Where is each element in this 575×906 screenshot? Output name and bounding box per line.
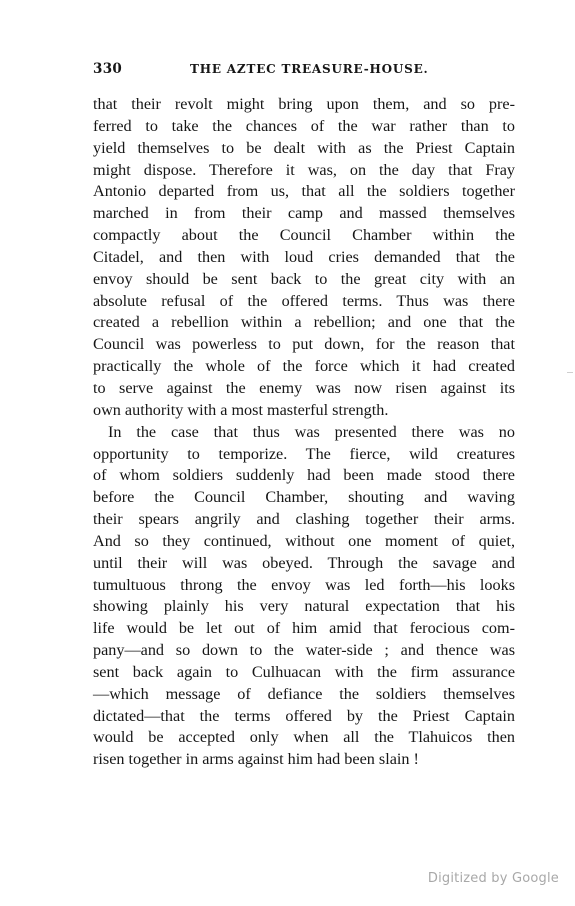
text-line: absolute refusal of the offered terms. Thus was there — [93, 291, 515, 310]
text-line: —which message of defiance the soldiers themselves — [93, 684, 515, 703]
text-line: dictated—that the terms offered by the Priest Captain — [93, 706, 515, 725]
text-line: life would be let out of him amid that ferocious com- — [93, 619, 515, 638]
text-line: might dispose. Therefore it was, on the day that Fray — [93, 160, 515, 179]
paragraph-end-line: risen together in arms against him had been slain ! — [93, 750, 419, 769]
running-title: THE AZTEC TREASURE-HOUSE. — [190, 62, 429, 76]
page-edge-mark — [567, 372, 573, 373]
text-line: to serve against the enemy was now risen against its — [93, 378, 515, 397]
text-line: of whom soldiers suddenly had been made stood there — [93, 466, 515, 485]
text-line: their spears angrily and clashing together their arms. — [93, 510, 515, 529]
text-line: showing plainly his very natural expectation that his — [93, 597, 515, 616]
text-line: Council was powerless to put down, for the reason that — [93, 335, 515, 354]
text-line: created a rebellion within a rebellion; and one that the — [93, 313, 515, 332]
text-line: sent back again to Culhuacan with the firm assurance — [93, 662, 515, 681]
digitization-watermark: Digitized by Google — [427, 871, 559, 886]
text-line: until their will was obeyed. Through the savage and — [93, 553, 515, 572]
text-line: yield themselves to be dealt with as the Priest Captain — [93, 138, 515, 157]
text-line: before the Council Chamber, shouting and waving — [93, 488, 515, 507]
text-line: practically the whole of the force which it had created — [93, 357, 515, 376]
text-line: marched in from their camp and massed themselves — [93, 204, 515, 223]
text-line: Citadel, and then with loud cries demanded that the — [93, 247, 515, 266]
text-line: would be accepted only when all the Tlahuicos then — [93, 728, 515, 747]
text-line: tumultuous throng the envoy was led forth—his looks — [93, 575, 515, 594]
text-line: pany—and so down to the water-side ; and thence was — [93, 641, 515, 660]
text-line: Antonio departed from us, that all the soldiers together — [93, 182, 515, 201]
text-line: And so they continued, without one moment of quiet, — [93, 531, 515, 550]
body-text — [93, 94, 515, 771]
paragraph-end-line: own authority with a most masterful strength. — [93, 400, 389, 419]
page-number: 330 — [93, 61, 123, 77]
paragraph-start-line: In the case that thus was presented there was no — [108, 422, 515, 441]
text-line: that their revolt might bring upon them, and so pre- — [93, 95, 515, 113]
text-line: compactly about the Council Chamber within the — [93, 226, 515, 245]
text-line: envoy should be sent back to the great city with an — [93, 269, 515, 288]
text-line: opportunity to temporize. The fierce, wild creatures — [93, 444, 515, 463]
page-header — [93, 61, 513, 81]
text-line: ferred to take the chances of the war rather than to — [93, 116, 515, 135]
